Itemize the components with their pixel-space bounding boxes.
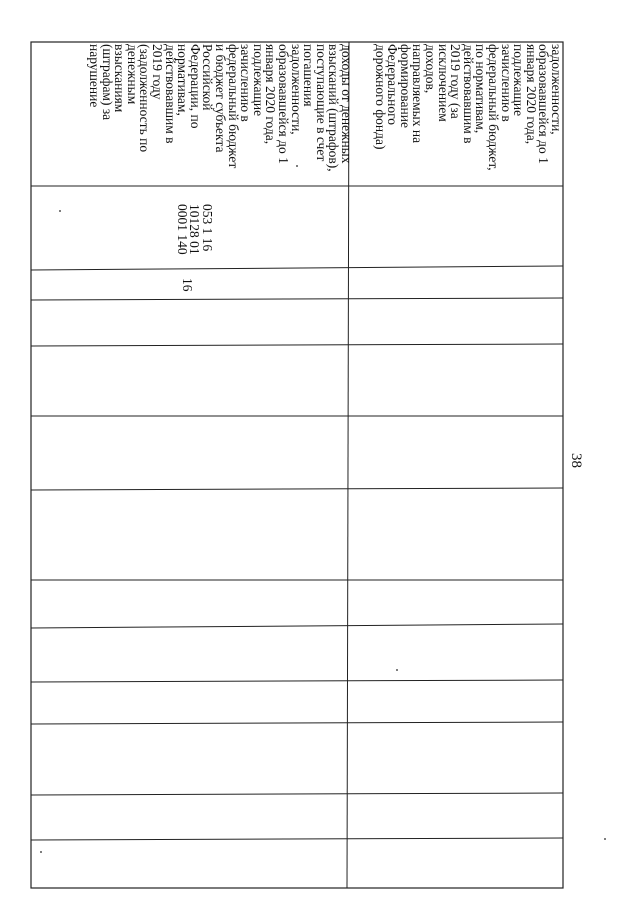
scan-speck xyxy=(396,669,398,671)
row-2-classification-code: 053 1 16 10128 01 0001 140 xyxy=(174,204,215,255)
scan-speck xyxy=(40,851,42,853)
scan-speck xyxy=(604,838,606,840)
row-1-description: задолженности, образовавшейся до 1 января 2020 года, подлежащие зачислению в федеральный бюджет, по нормативам, действовавшим в 2019 году (за исключением доходов, направляемых на формирование Федерального дорожного фонда) xyxy=(372,44,564,171)
scan-speck xyxy=(296,165,298,167)
row-2-description: доходы от денежных взысканий (штрафов), поступающие в счет погашения задолженности, образовавшейся до 1 января 2020 года, подлежащие зачислению в федеральный бюджет и бюджет субъекта Российской Федерации, по нормативам, действовавшим в 2019 году (задолженность по денежным взысканиям (штрафам) за нарушение xyxy=(87,44,354,172)
page-number: 38 xyxy=(568,453,584,468)
row-2-value: 16 xyxy=(180,278,195,292)
scan-speck xyxy=(59,210,61,212)
